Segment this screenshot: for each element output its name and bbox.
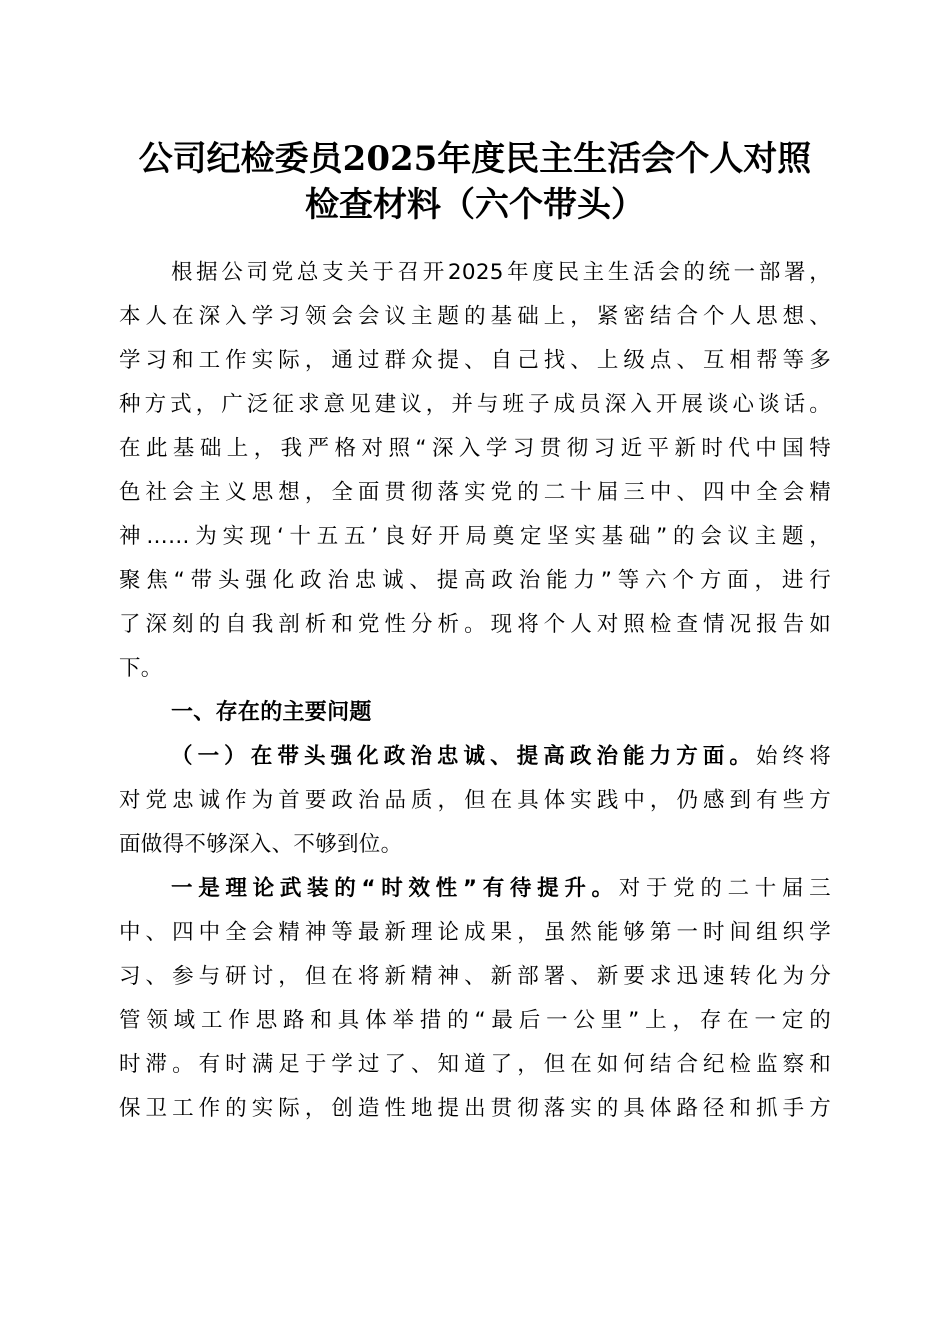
title-line-2: 检查材料（六个带头） (305, 185, 645, 225)
point-one-text: 对于党的二十届三 (618, 876, 831, 901)
subsection-line: 面做得不够深入、不够到位。 (119, 832, 403, 857)
subsection-line: 对党忠诚作为首要政治品质，但在具体实践中，仍感到有些方 (119, 788, 831, 813)
subsection-first-line (119, 735, 831, 779)
point-one-first-line (119, 867, 831, 911)
document-body (119, 251, 831, 1131)
intro-line: 色社会主义思想，全面贯彻落实党的二十届三中、四中全会精 (119, 480, 831, 505)
point-one-line: 管领域工作思路和具体举措的“最后一公里”上，存在一定的 (119, 1008, 831, 1033)
point-one-line: 时滞。有时满足于学过了、知道了，但在如何结合纪检监察和 (119, 1052, 831, 1077)
subsection-paragraph (119, 735, 831, 867)
point-one-line: 保卫工作的实际，创造性地提出贯彻落实的具体路径和抓手方 (119, 1096, 831, 1121)
intro-line: 下。 (119, 656, 163, 681)
point-one-paragraph (119, 867, 831, 1131)
intro-line: 聚焦“带头强化政治忠诚、提高政治能力”等六个方面，进行 (119, 568, 831, 593)
intro-line: 种方式，广泛征求意见建议，并与班子成员深入开展谈心谈话。 (119, 392, 831, 417)
intro-line: 神……为实现‘十五五’良好开局奠定坚实基础”的会议主题， (119, 524, 831, 549)
title-line-1: 公司纪检委员2025年度民主生活会个人对照 (138, 139, 812, 179)
intro-line: 本人在深入学习领会会议主题的基础上，紧密结合个人思想、 (119, 304, 831, 329)
intro-line: 根据公司党总支关于召开2025年度民主生活会的统一部署， (171, 260, 831, 285)
intro-paragraph (119, 251, 831, 691)
intro-line: 在此基础上，我严格对照“深入学习贯彻习近平新时代中国特 (119, 436, 831, 461)
intro-line: 了深刻的自我剖析和党性分析。现将个人对照检查情况报告如 (119, 612, 831, 637)
subsection-heading: （一）在带头强化政治忠诚、提高政治能力方面。 (171, 744, 757, 769)
section-heading: 一、存在的主要问题 (171, 700, 372, 725)
point-one-line: 中、四中全会精神等最新理论成果，虽然能够第一时间组织学 (119, 920, 831, 945)
point-one-heading: 一是理论武装的“时效性”有待提升。 (171, 876, 619, 901)
point-one-line: 习、参与研讨，但在将新精神、新部署、新要求迅速转化为分 (119, 964, 831, 989)
intro-line: 学习和工作实际，通过群众提、自己找、上级点、互相帮等多 (119, 348, 831, 373)
subsection-text: 始终将 (756, 744, 831, 769)
document-title (100, 136, 850, 228)
